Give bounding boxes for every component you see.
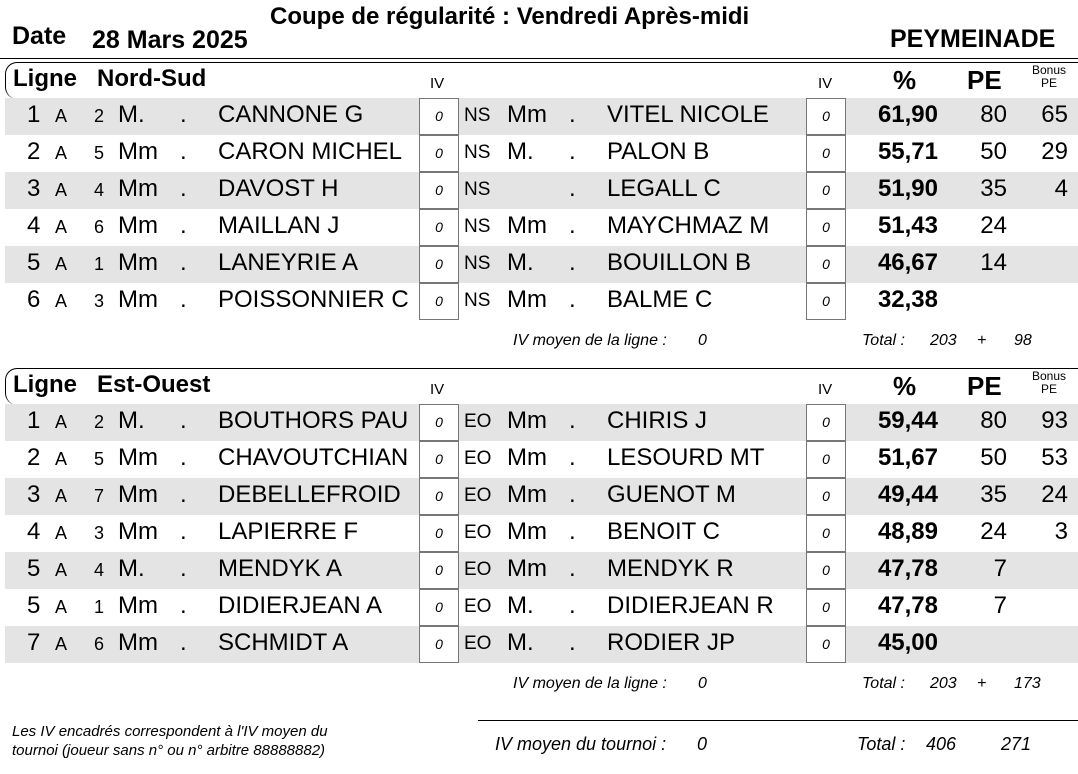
separator-dot: . bbox=[180, 101, 187, 128]
tournament-total-bonus: 271 bbox=[1001, 734, 1032, 754]
separator-dot: . bbox=[180, 212, 187, 239]
player2-title: M. bbox=[507, 629, 534, 656]
direction: NS bbox=[464, 290, 491, 311]
separator-dot: . bbox=[180, 249, 187, 276]
player1-title: Mm bbox=[118, 444, 158, 471]
player2-name: RODIER JP bbox=[607, 629, 736, 656]
line-iv-label: IV moyen de la ligne : bbox=[513, 675, 667, 692]
percentage: 32,38 bbox=[877, 286, 938, 313]
separator-dot: . bbox=[569, 249, 576, 276]
player1-title: Mm bbox=[118, 518, 158, 545]
player1-title: Mm bbox=[118, 592, 158, 619]
rank: 4 bbox=[27, 212, 41, 239]
direction: EO bbox=[464, 633, 492, 654]
pair-number: 1 bbox=[94, 254, 105, 274]
player1-name: SCHMIDT A bbox=[218, 629, 349, 656]
pair-number: 2 bbox=[94, 412, 105, 432]
header-divider bbox=[0, 58, 1078, 59]
player1-name: CANNONE G bbox=[218, 101, 364, 128]
pe-points: 14 bbox=[980, 249, 1007, 276]
player2-name: VITEL NICOLE bbox=[607, 101, 769, 128]
percentage: 48,89 bbox=[877, 518, 938, 545]
iv-box-player2: 0 bbox=[806, 515, 846, 552]
separator-dot: . bbox=[180, 518, 187, 545]
column-header-iv-2: IV bbox=[818, 381, 833, 398]
footer-note bbox=[12, 722, 328, 760]
column-header-pe: PE bbox=[967, 65, 1002, 95]
pe-points: 7 bbox=[993, 592, 1007, 619]
line-total-plus: + bbox=[977, 332, 987, 349]
iv-box-player1: 0 bbox=[419, 404, 459, 441]
player2-name: BALME C bbox=[607, 286, 713, 313]
iv-box-player1: 0 bbox=[419, 98, 459, 135]
player1-title: Mm bbox=[118, 138, 158, 165]
date-label: Date bbox=[12, 22, 67, 50]
bonus-header-line1: Bonus bbox=[1031, 369, 1067, 383]
bonus-pe: 24 bbox=[1041, 481, 1068, 508]
player1-title: Mm bbox=[118, 249, 158, 276]
direction: NS bbox=[464, 105, 491, 126]
rank: 6 bbox=[27, 286, 41, 313]
iv-box-player2: 0 bbox=[806, 404, 846, 441]
section-title-word: Ligne bbox=[13, 65, 77, 92]
pair-number: 6 bbox=[94, 634, 105, 654]
iv-box-player2: 0 bbox=[806, 283, 846, 320]
player1-name: MENDYK A bbox=[218, 555, 343, 582]
player2-title: Mm bbox=[507, 481, 547, 508]
column-header-percent: % bbox=[893, 65, 917, 95]
pe-points: 80 bbox=[980, 407, 1007, 434]
bonus-pe: 53 bbox=[1041, 444, 1068, 471]
pe-points: 50 bbox=[980, 444, 1007, 471]
direction: EO bbox=[464, 559, 492, 580]
player1-title: Mm bbox=[118, 481, 158, 508]
rank: 5 bbox=[27, 592, 41, 619]
percentage: 51,43 bbox=[877, 212, 938, 239]
table-row bbox=[5, 135, 1078, 172]
pair-number: 6 bbox=[94, 217, 105, 237]
player1-title: M. bbox=[118, 555, 145, 582]
player2-name: LEGALL C bbox=[607, 175, 721, 202]
player1-title: M. bbox=[118, 101, 145, 128]
bonus-pe: 4 bbox=[1054, 175, 1068, 202]
column-header-iv-1: IV bbox=[430, 75, 445, 92]
line-total-label: Total : bbox=[862, 332, 905, 349]
pair-number: 4 bbox=[94, 180, 105, 200]
page-title: Coupe de régularité : Vendredi Après-midi bbox=[270, 3, 750, 30]
direction: NS bbox=[464, 179, 491, 200]
percentage: 61,90 bbox=[877, 101, 938, 128]
player2-title: M. bbox=[507, 138, 534, 165]
player1-title: Mm bbox=[118, 212, 158, 239]
footer-divider bbox=[478, 720, 1078, 721]
separator-dot: . bbox=[180, 444, 187, 471]
column-header-percent: % bbox=[893, 371, 917, 401]
separator-dot: . bbox=[569, 212, 576, 239]
line-iv-label: IV moyen de la ligne : bbox=[513, 332, 667, 349]
bonus-header-line2: PE bbox=[1040, 382, 1057, 396]
iv-box-player2: 0 bbox=[806, 441, 846, 478]
table-row bbox=[5, 246, 1078, 283]
player2-title: Mm bbox=[507, 286, 547, 313]
player1-name: LAPIERRE F bbox=[218, 518, 359, 545]
pe-points: 7 bbox=[993, 555, 1007, 582]
group: A bbox=[55, 560, 68, 580]
iv-box-player2: 0 bbox=[806, 589, 846, 626]
column-header-bonus-pe bbox=[1027, 64, 1071, 90]
direction: EO bbox=[464, 596, 492, 617]
separator-dot: . bbox=[569, 444, 576, 471]
bonus-pe: 29 bbox=[1041, 138, 1068, 165]
separator-dot: . bbox=[569, 518, 576, 545]
table-row bbox=[5, 98, 1078, 135]
pair-number: 5 bbox=[94, 143, 105, 163]
group: A bbox=[55, 449, 68, 469]
pe-points: 35 bbox=[980, 175, 1007, 202]
rank: 2 bbox=[27, 444, 41, 471]
table-row bbox=[5, 283, 1078, 320]
column-header-iv-1: IV bbox=[430, 381, 445, 398]
pair-number: 3 bbox=[94, 291, 105, 311]
iv-box-player1: 0 bbox=[419, 552, 459, 589]
percentage: 59,44 bbox=[877, 407, 938, 434]
table-row bbox=[5, 209, 1078, 246]
separator-dot: . bbox=[180, 555, 187, 582]
footer-note-line2: tournoi (joueur sans n° ou n° arbitre 88888882) bbox=[12, 742, 326, 759]
line-total-label: Total : bbox=[862, 675, 905, 692]
bonus-pe: 93 bbox=[1041, 407, 1068, 434]
player2-title: Mm bbox=[507, 212, 547, 239]
iv-box-player1: 0 bbox=[419, 589, 459, 626]
player2-title: Mm bbox=[507, 518, 547, 545]
percentage: 45,00 bbox=[877, 629, 938, 656]
pe-points: 80 bbox=[980, 101, 1007, 128]
iv-box-player1: 0 bbox=[419, 135, 459, 172]
player1-name: CARON MICHEL bbox=[218, 138, 403, 165]
direction: NS bbox=[464, 142, 491, 163]
iv-box-player1: 0 bbox=[419, 172, 459, 209]
line-total-pe: 203 bbox=[930, 332, 957, 349]
bonus-header-line1: Bonus bbox=[1031, 63, 1067, 77]
percentage: 55,71 bbox=[877, 138, 938, 165]
percentage: 51,90 bbox=[877, 175, 938, 202]
player2-name: GUENOT M bbox=[607, 481, 736, 508]
line-iv-value: 0 bbox=[698, 332, 707, 349]
separator-dot: . bbox=[569, 629, 576, 656]
rank: 7 bbox=[27, 629, 41, 656]
iv-box-player1: 0 bbox=[419, 515, 459, 552]
separator-dot: . bbox=[569, 481, 576, 508]
percentage: 46,67 bbox=[877, 249, 938, 276]
pair-number: 3 bbox=[94, 523, 105, 543]
player2-title: Mm bbox=[507, 101, 547, 128]
date-value: 28 Mars 2025 bbox=[92, 26, 248, 54]
table-row bbox=[5, 552, 1078, 589]
player2-name: PALON B bbox=[607, 138, 710, 165]
line-iv-value: 0 bbox=[698, 675, 707, 692]
pair-number: 2 bbox=[94, 106, 105, 126]
group: A bbox=[55, 217, 68, 237]
pair-number: 4 bbox=[94, 560, 105, 580]
player2-title: M. bbox=[507, 592, 534, 619]
rank: 3 bbox=[27, 175, 41, 202]
player1-title: M. bbox=[118, 407, 145, 434]
percentage: 47,78 bbox=[877, 592, 938, 619]
separator-dot: . bbox=[569, 407, 576, 434]
direction: EO bbox=[464, 448, 492, 469]
iv-box-player1: 0 bbox=[419, 626, 459, 663]
iv-box-player2: 0 bbox=[806, 246, 846, 283]
separator-dot: . bbox=[180, 286, 187, 313]
player2-title: Mm bbox=[507, 444, 547, 471]
separator-dot: . bbox=[569, 592, 576, 619]
group: A bbox=[55, 254, 68, 274]
line-total-plus: + bbox=[977, 675, 987, 692]
player1-name: MAILLAN J bbox=[218, 212, 340, 239]
line-total-bonus: 98 bbox=[1014, 332, 1032, 349]
group: A bbox=[55, 180, 68, 200]
bonus-header-line2: PE bbox=[1040, 76, 1057, 90]
tournament-total-pe: 406 bbox=[926, 734, 957, 754]
player1-title: Mm bbox=[118, 286, 158, 313]
table-row bbox=[5, 515, 1078, 552]
player1-name: BOUTHORS PAU bbox=[218, 407, 409, 434]
pe-points: 24 bbox=[980, 212, 1007, 239]
table-row bbox=[5, 441, 1078, 478]
iv-box-player2: 0 bbox=[806, 478, 846, 515]
player1-name: DAVOST H bbox=[218, 175, 339, 202]
separator-dot: . bbox=[180, 629, 187, 656]
player2-name: MENDYK R bbox=[607, 555, 734, 582]
iv-box-player1: 0 bbox=[419, 209, 459, 246]
percentage: 51,67 bbox=[877, 444, 938, 471]
player2-name: LESOURD MT bbox=[607, 444, 765, 471]
player2-title: M. bbox=[507, 249, 534, 276]
separator-dot: . bbox=[180, 175, 187, 202]
table-row bbox=[5, 626, 1078, 663]
rank: 5 bbox=[27, 555, 41, 582]
percentage: 47,78 bbox=[877, 555, 938, 582]
pe-points: 35 bbox=[980, 481, 1007, 508]
direction: EO bbox=[464, 522, 492, 543]
percentage: 49,44 bbox=[877, 481, 938, 508]
rank: 5 bbox=[27, 249, 41, 276]
table-row bbox=[5, 172, 1078, 209]
direction: EO bbox=[464, 485, 492, 506]
player2-title: Mm bbox=[507, 555, 547, 582]
direction: NS bbox=[464, 216, 491, 237]
line-total-pe: 203 bbox=[930, 675, 957, 692]
group: A bbox=[55, 597, 68, 617]
section-title-name: Est-Ouest bbox=[97, 371, 211, 398]
club-name: PEYMEINADE bbox=[890, 25, 1056, 53]
separator-dot: . bbox=[569, 175, 576, 202]
group: A bbox=[55, 143, 68, 163]
player1-name: DIDIERJEAN A bbox=[218, 592, 383, 619]
rank: 2 bbox=[27, 138, 41, 165]
player2-name: MAYCHMAZ M bbox=[607, 212, 770, 239]
footer-note-line1: Les IV encadrés correspondent à l'IV moyen du bbox=[12, 723, 328, 740]
group: A bbox=[55, 106, 68, 126]
pair-number: 1 bbox=[94, 597, 105, 617]
player1-name: POISSONNIER C bbox=[218, 286, 409, 313]
player2-name: BOUILLON B bbox=[607, 249, 752, 276]
player1-title: Mm bbox=[118, 629, 158, 656]
column-header-bonus-pe bbox=[1027, 370, 1071, 396]
separator-dot: . bbox=[569, 138, 576, 165]
section-title-name: Nord-Sud bbox=[97, 65, 207, 92]
group: A bbox=[55, 486, 68, 506]
pe-points: 24 bbox=[980, 518, 1007, 545]
separator-dot: . bbox=[180, 407, 187, 434]
player2-name: BENOIT C bbox=[607, 518, 720, 545]
separator-dot: . bbox=[180, 592, 187, 619]
player2-name: CHIRIS J bbox=[607, 407, 708, 434]
player1-name: DEBELLEFROID bbox=[218, 481, 401, 508]
rank: 3 bbox=[27, 481, 41, 508]
separator-dot: . bbox=[569, 555, 576, 582]
table-row bbox=[5, 404, 1078, 441]
separator-dot: . bbox=[180, 481, 187, 508]
column-header-iv-2: IV bbox=[818, 75, 833, 92]
line-total-bonus: 173 bbox=[1014, 675, 1041, 692]
iv-box-player2: 0 bbox=[806, 552, 846, 589]
pair-number: 7 bbox=[94, 486, 105, 506]
section-title-word: Ligne bbox=[13, 371, 77, 398]
column-header-pe: PE bbox=[967, 371, 1002, 401]
player2-name: DIDIERJEAN R bbox=[607, 592, 774, 619]
table-row bbox=[5, 478, 1078, 515]
iv-box-player2: 0 bbox=[806, 98, 846, 135]
tournament-total-label: Total : bbox=[857, 734, 906, 754]
iv-box-player2: 0 bbox=[806, 626, 846, 663]
direction: EO bbox=[464, 411, 492, 432]
tournament-iv-value: 0 bbox=[697, 734, 708, 754]
table-row bbox=[5, 589, 1078, 626]
bonus-pe: 65 bbox=[1041, 101, 1068, 128]
tournament-iv-label: IV moyen du tournoi : bbox=[495, 734, 667, 754]
separator-dot: . bbox=[180, 138, 187, 165]
rank: 1 bbox=[27, 101, 41, 128]
bonus-pe: 3 bbox=[1054, 518, 1068, 545]
pe-points: 50 bbox=[980, 138, 1007, 165]
player1-name: CHAVOUTCHIAN bbox=[218, 444, 409, 471]
group: A bbox=[55, 412, 68, 432]
iv-box-player1: 0 bbox=[419, 441, 459, 478]
iv-box-player2: 0 bbox=[806, 209, 846, 246]
pair-number: 5 bbox=[94, 449, 105, 469]
player2-title: Mm bbox=[507, 407, 547, 434]
group: A bbox=[55, 634, 68, 654]
iv-box-player2: 0 bbox=[806, 172, 846, 209]
iv-box-player1: 0 bbox=[419, 246, 459, 283]
player1-title: Mm bbox=[118, 175, 158, 202]
player1-name: LANEYRIE A bbox=[218, 249, 359, 276]
rank: 4 bbox=[27, 518, 41, 545]
iv-box-player2: 0 bbox=[806, 135, 846, 172]
direction: NS bbox=[464, 253, 491, 274]
rank: 1 bbox=[27, 407, 41, 434]
group: A bbox=[55, 523, 68, 543]
iv-box-player1: 0 bbox=[419, 283, 459, 320]
separator-dot: . bbox=[569, 101, 576, 128]
iv-box-player1: 0 bbox=[419, 478, 459, 515]
group: A bbox=[55, 291, 68, 311]
separator-dot: . bbox=[569, 286, 576, 313]
